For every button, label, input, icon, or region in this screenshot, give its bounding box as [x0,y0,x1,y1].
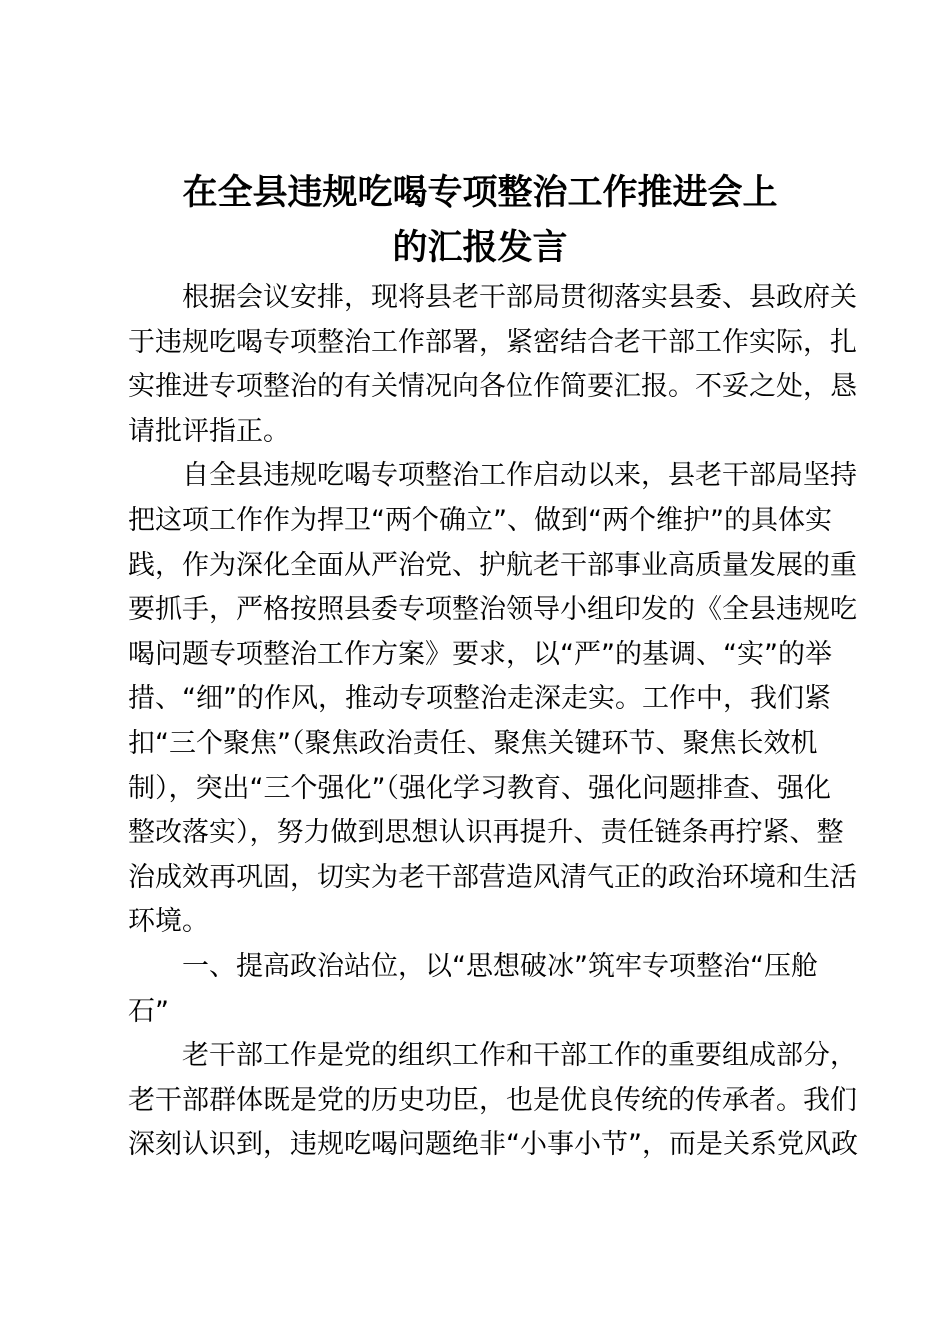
text-line: 治成效再巩固，切实为老干部营造风清气正的政治环境和生活 [128,861,857,893]
text-line: 一、提高政治站位，以“思想破冰”筑牢专项整治“压舱 [182,950,818,982]
text-line: 环境。 [128,906,209,938]
text-line: 老干部群体既是党的历史功臣，也是优良传统的传承者。我们 [128,1084,857,1116]
text-line: 践，作为深化全面从严治党、护航老干部事业高质量发展的重 [128,549,857,581]
text-line: 请批评指正。 [128,415,290,447]
text-line: 整改落实），努力做到思想认识再提升、责任链条再拧紧、整 [128,817,844,849]
text-line: 实推进专项整治的有关情况向各位作简要汇报。不妥之处，恳 [128,371,857,403]
text-line: 石” [128,995,169,1027]
text-line: 老干部工作是党的组织工作和干部工作的重要组成部分， [182,1040,857,1072]
text-line: 措、“细”的作风，推动专项整治走深走实。工作中，我们紧 [128,683,831,715]
title-line: 在全县违规吃喝专项整治工作推进会上 [182,173,778,213]
paragraph-section-1 [128,1034,858,1168]
paragraph-intro [128,276,857,454]
text-line: 根据会议安排，现将县老干部局贯彻落实县委、县政府关 [182,282,857,313]
text-line: 自全县违规吃喝专项整治工作启动以来，县老干部局坚持 [182,460,857,492]
paragraph-overview [128,454,857,945]
text-line: 于违规吃喝专项整治工作部署，紧密结合老干部工作实际，扎 [128,326,857,358]
text-line: 扣“三个聚焦”（聚焦政治责任、聚焦关键环节、聚焦长效机 [128,727,818,759]
text-line: 把这项工作作为捍卫“两个确立”、做到“两个维护”的具体实 [128,504,832,536]
title-line: 的汇报发言 [392,228,568,268]
text-line: 喝问题专项整治工作方案》要求，以“严”的基调、“实”的举 [128,638,832,670]
document-title [128,166,832,276]
text-line: 深刻认识到，违规吃喝问题绝非“小事小节”，而是关系党风政 [128,1129,858,1161]
document-page [128,166,858,1168]
text-line: 制），突出“三个强化”（强化学习教育、强化问题排查、强化 [128,772,831,804]
text-line: 要抓手，严格按照县委专项整治领导小组印发的《全县违规吃 [128,594,857,626]
section-heading-1 [128,945,818,1034]
